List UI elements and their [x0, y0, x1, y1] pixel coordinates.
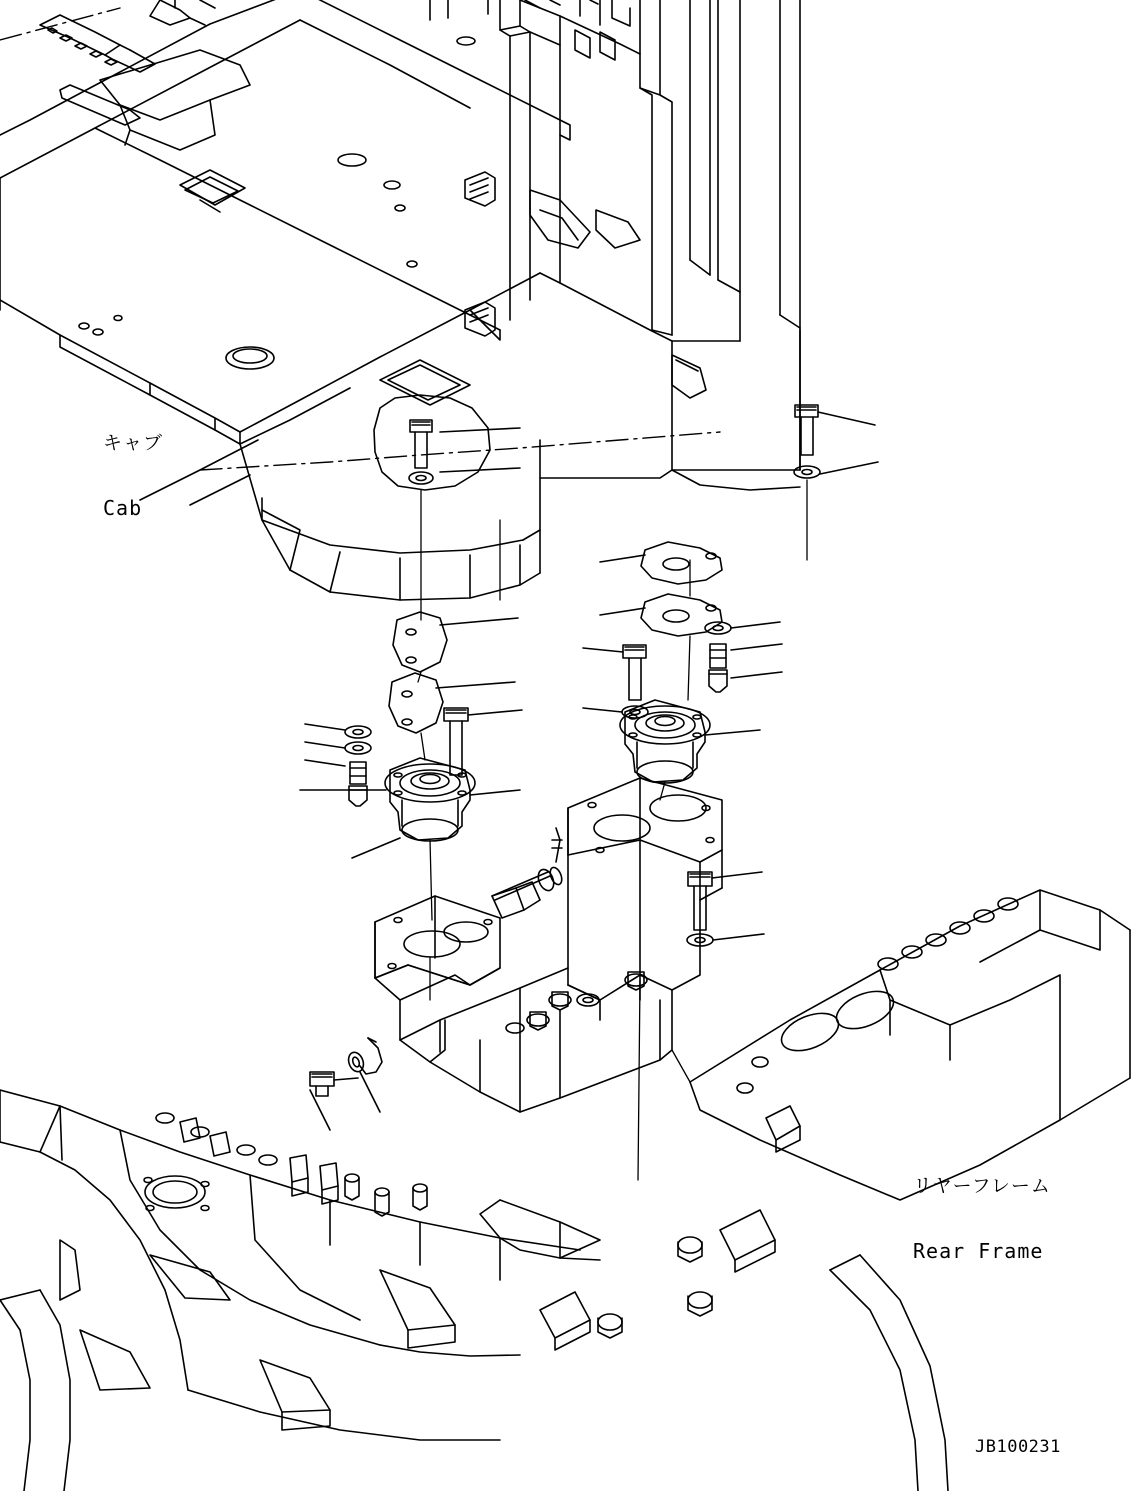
leader-lines: [418, 480, 807, 1180]
drawing-number: JB100231: [975, 1437, 1061, 1457]
mount-hardware-group: [300, 395, 878, 858]
rear-frame-label-jp: リヤーフレーム: [913, 1175, 1051, 1197]
rear-frame-label: [913, 1135, 1051, 1304]
center-bracket-weldment: [310, 778, 764, 1130]
cab-label-jp: キャブ: [103, 432, 164, 454]
rear-frame-label-en: Rear Frame: [913, 1238, 1044, 1263]
cab-label-en: Cab: [103, 495, 143, 520]
cab-label: [103, 392, 163, 561]
